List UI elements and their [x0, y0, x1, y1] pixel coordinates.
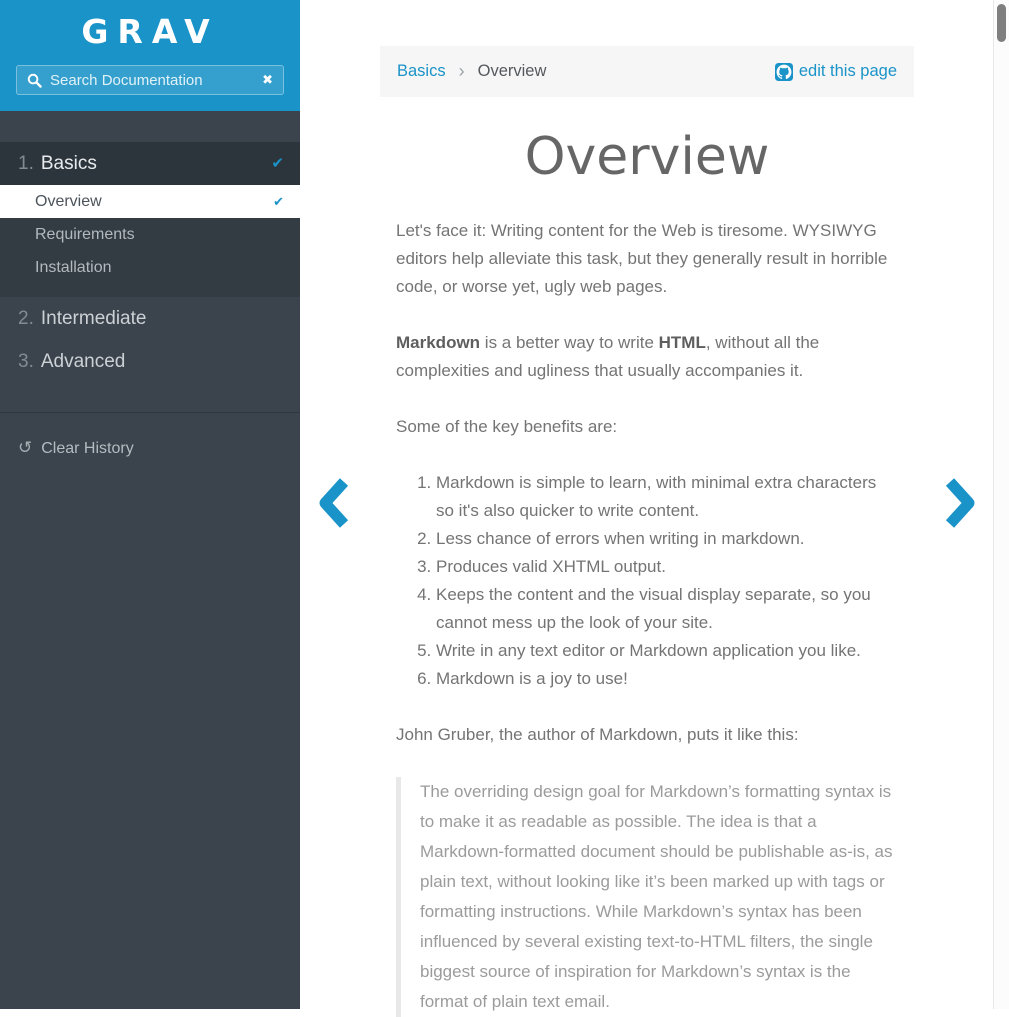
chapter-basics-items — [0, 185, 300, 284]
sidebar-nav — [0, 111, 300, 458]
main-content — [300, 0, 1009, 1009]
sidebar-item-installation[interactable]: Installation — [0, 251, 300, 284]
sidebar-item-requirements[interactable]: Requirements — [0, 218, 300, 251]
bold-text: HTML — [659, 333, 706, 352]
chapter-number: 2. — [18, 308, 34, 329]
chevron-left-icon — [318, 477, 350, 529]
prev-page-arrow[interactable] — [318, 477, 350, 529]
chapter-title: Advanced — [41, 351, 126, 372]
breadcrumb-current: Overview — [478, 62, 547, 81]
scrollbar[interactable] — [993, 0, 1009, 1009]
breadcrumb-basics-link[interactable]: Basics — [397, 62, 446, 81]
sidebar-item-overview[interactable] — [0, 185, 300, 218]
breadcrumb — [380, 46, 914, 97]
chevron-right-icon — [944, 477, 976, 529]
benefits-list — [396, 469, 898, 693]
list-item: 5. Write in any text editor or Markdown application you like. — [436, 637, 898, 665]
sidebar-header — [0, 0, 300, 111]
check-icon: ✔ — [273, 185, 284, 218]
scrollbar-thumb[interactable] — [997, 4, 1006, 42]
search-input[interactable] — [50, 72, 262, 89]
list-item: 3. Produces valid XHTML output. — [436, 553, 898, 581]
sidebar-item-label: Overview — [35, 193, 102, 210]
paragraph: Some of the key benefits are: — [396, 413, 898, 441]
sidebar-chapter-intermediate[interactable] — [0, 297, 300, 340]
clear-history-button[interactable] — [0, 412, 300, 458]
clear-history-label: Clear History — [41, 440, 133, 457]
bold-text: Markdown — [396, 333, 480, 352]
page-title: Overview — [380, 125, 914, 189]
sidebar-chapter-basics[interactable] — [0, 142, 300, 185]
article-body — [380, 217, 914, 1017]
edit-page-link[interactable] — [775, 62, 897, 81]
breadcrumb-separator-icon: › — [459, 61, 465, 82]
search-box[interactable] — [16, 65, 284, 95]
paragraph: John Gruber, the author of Markdown, puts it like this: — [396, 721, 898, 749]
chapter-basics-block — [0, 142, 300, 297]
paragraph: Markdown is a better way to write HTML, without all the complexities and ugliness that usually accompanies it. — [396, 329, 898, 385]
edit-page-label: edit this page — [799, 62, 897, 81]
nav-spacer — [0, 111, 300, 142]
sidebar-chapter-advanced[interactable] — [0, 340, 300, 383]
clear-search-icon[interactable]: ✖ — [262, 72, 273, 88]
grav-logo[interactable]: GRAV — [0, 13, 300, 51]
chapter-title: Intermediate — [41, 308, 147, 329]
chapter-title: Basics — [41, 153, 97, 174]
next-page-arrow[interactable] — [944, 477, 976, 529]
history-icon: ↺ — [18, 438, 32, 458]
github-icon — [775, 63, 793, 81]
list-item: 1. Markdown is simple to learn, with minimal extra characters so it's also quicker to write content. — [436, 469, 898, 525]
content-column — [380, 0, 914, 1017]
check-icon: ✔ — [271, 142, 284, 185]
gruber-quote: The overriding design goal for Markdown’s formatting syntax is to make it as readable as possible. The idea is that a Markdown-formatted document should be publishable as-is, as plain text, without looking like it’s been marked up with tags or formatting instructions. While Markdown’s syntax has been influenced by several existing text-to-HTML filters, the single biggest source of inspiration for Markdown’s syntax is the format of plain text email. — [396, 777, 898, 1017]
search-icon — [27, 73, 42, 88]
list-item: 4. Keeps the content and the visual display separate, so you cannot mess up the look of your site. — [436, 581, 898, 637]
chapter-number: 1. — [18, 153, 34, 174]
list-item: 2. Less chance of errors when writing in markdown. — [436, 525, 898, 553]
list-item: 6. Markdown is a joy to use! — [436, 665, 898, 693]
chapter-number: 3. — [18, 351, 34, 372]
sidebar — [0, 0, 300, 1009]
paragraph: Let's face it: Writing content for the Web is tiresome. WYSIWYG editors help alleviate this task, but they generally result in horrible code, or worse yet, ugly web pages. — [396, 217, 898, 301]
